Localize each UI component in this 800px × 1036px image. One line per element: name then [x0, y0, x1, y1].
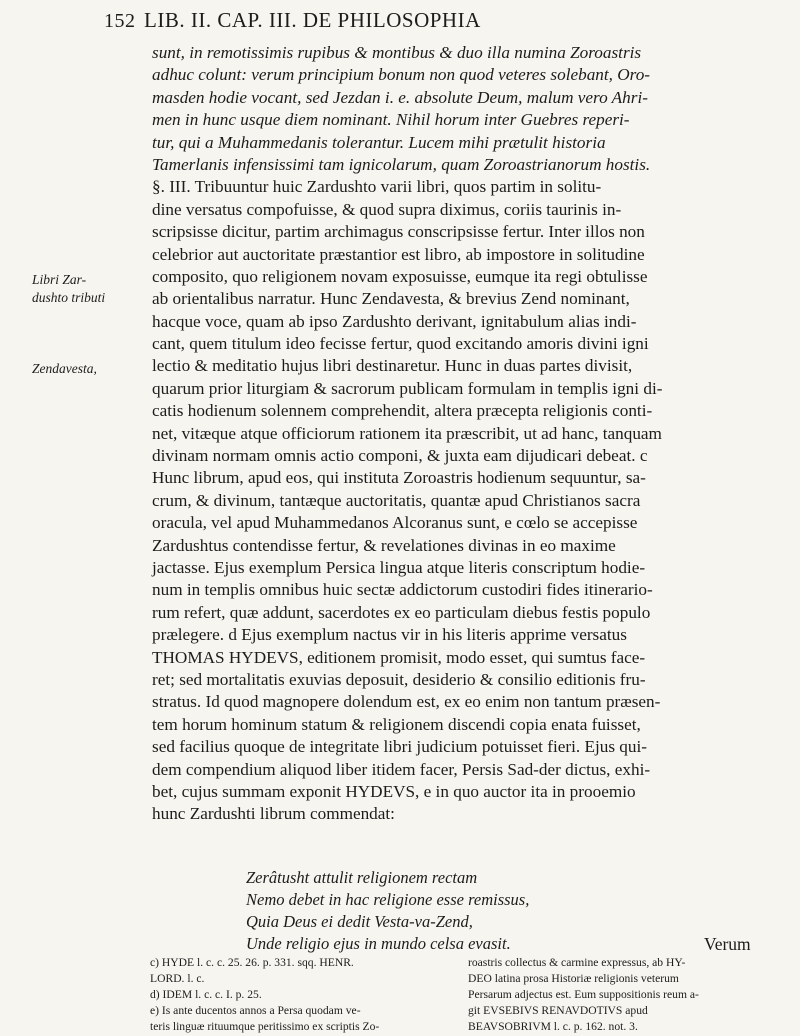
margin-note-libri [32, 271, 150, 307]
body-line: num in templis omnibus huic sectæ addictorum custodiri fides itinerario- [152, 580, 653, 600]
body-line: celebrior aut auctoritate præstantior est libro, ab impostore in solitudine [152, 244, 645, 264]
catchword: Verum [704, 934, 751, 954]
body-line: hunc Zardushti librum commendat: [152, 804, 395, 824]
body-line: ret; sed mortalitatis exuvias deposuit, desiderio & consilio editionis fru- [152, 669, 646, 689]
margin-note-line: dushto tributi [32, 290, 106, 305]
running-head [104, 8, 684, 36]
body-line: hacque voce, quam ab ipso Zardushto derivant, ignitabulum alias indi- [152, 311, 637, 331]
body-line: sed facilius quoque de integritate libri judicium potuisset fieri. Ejus qui- [152, 737, 647, 757]
footnote-line: e) Is ante ducentos annos a Persa quodam ve- [150, 1004, 361, 1017]
body-line: bet, cujus summam exponit HYDEVS, e in quo auctor ita in prooemio [152, 781, 636, 801]
body-line: dine versatus compofuisse, & quod supra diximus, coriis taurinis in- [152, 199, 622, 219]
body-line: men in hunc usque diem nominant. Nihil horum inter Guebres reperi- [152, 110, 630, 130]
footnote-line: BEAVSOBRIVM l. c. p. 162. not. 3. [468, 1020, 638, 1033]
body-line: Tamerlanis infensissimi tam ignicolarum, quam Zoroastrianorum hostis. [152, 154, 651, 174]
body-line: jactasse. Ejus exemplum Persica lingua atque literis conscriptum hodie- [152, 557, 646, 577]
footnotes-right-column [468, 955, 768, 1035]
body-line: catis hodienum solennem comprehendit, altera præcepta religionis conti- [152, 401, 653, 421]
body-line: stratus. Id quod magnopere dolendum est, ex eo enim non tantum præsen- [152, 692, 661, 712]
footnote-line: c) HYDE l. c. c. 25. 26. p. 331. sqq. HENR. [150, 956, 354, 969]
body-line: §. III. Tribuuntur huic Zardushto varii libri, quos partim in solitu- [152, 177, 602, 197]
body-line: cant, quem titulum ideo fecisse fertur, quod excitando amoris divini igni [152, 334, 649, 354]
body-line: Hunc librum, apud eos, qui instituta Zoroastris hodienum sequuntur, sa- [152, 468, 646, 488]
page-number: 152 [104, 10, 136, 32]
body-line: masden hodie vocant, sed Jezdan i. e. absolute Deum, malum vero Ahri- [152, 87, 648, 107]
footnote-line: roastris collectus & carmine expressus, ab HY- [468, 956, 686, 969]
body-line: adhuc colunt: verum principium bonum non quod veteres solebant, Oro- [152, 65, 651, 85]
body-line: tur, qui a Muhammedanis tolerantur. Lucem mihi prætulit historia [152, 132, 606, 152]
body-line: sunt, in remotissimis rupibus & montibus & duo illa numina Zoroastris [152, 43, 642, 62]
body-line: lectio & meditatio hujus libri destinaretur. Hunc in duas partes divisit, [152, 356, 633, 376]
running-head-title: LIB. II. CAP. III. DE PHILOSOPHIA [144, 8, 481, 32]
body-line: ab orientalibus narratur. Hunc Zendavesta, & brevius Zend nominant, [152, 289, 630, 309]
footnote-line: git EVSEBIVS RENAVDOTIVS apud [468, 1004, 648, 1017]
body-line: crum, & divinum, tantæque auctoritatis, quantæ apud Christianos sacra [152, 490, 641, 510]
footnotes-left-column [150, 955, 450, 1035]
footnote-line: DEO latina prosa Historiæ religionis veterum [468, 972, 679, 985]
body-line: oracula, vel apud Muhammedanos Alcoranus sunt, e cœlo se accepisse [152, 513, 638, 533]
verse-line: Quia Deus ei dedit Vesta-va-Zend, [246, 912, 473, 931]
body-line: THOMAS HYDEVS, editionem promisit, modo esset, qui sumtus face- [152, 647, 646, 667]
body-line: prælegere. d Ejus exemplum nactus vir in his literis apprime versatus [152, 625, 627, 645]
footnote-line: teris linguæ rituumque peritissimo ex scriptis Zo- [150, 1020, 380, 1033]
margin-note-zendavesta [32, 360, 150, 378]
verse-line: Nemo debet in hac religione esse remissus, [246, 890, 530, 909]
verse-line: Unde religio ejus in mundo celsa evasit. [246, 934, 511, 953]
verse-line: Zerâtusht attulit religionem rectam [246, 868, 478, 887]
footnote-line: d) IDEM l. c. c. I. p. 25. [150, 988, 262, 1001]
footnote-line: LORD. l. c. [150, 972, 205, 985]
body-line: tem horum hominum statum & religionem discendi copia enata fuisset, [152, 714, 641, 734]
body-line: scripsisse dicitur, partim archimagus conscripsisse fertur. Inter illos non [152, 222, 645, 242]
body-line: dem compendium aliquod liber itidem facer, Persis Sad-der dictus, exhi- [152, 759, 651, 779]
body-line: divinam normam omnis actio componi, & juxta eam dijudicari debeat. c [152, 446, 648, 466]
footnote-line: Persarum adjectus est. Eum suppositionis reum a- [468, 988, 699, 1001]
body-text [152, 42, 752, 826]
margin-note-line: Libri Zar- [32, 272, 87, 287]
verse-quote [246, 867, 686, 955]
body-line: quarum prior liturgiam & sacrorum publicam formulam in templis igni di- [152, 378, 663, 398]
body-line: Zardushtus contendisse fertur, & revelationes divinas in eo maxime [152, 535, 616, 555]
margin-note-line: Zendavesta, [32, 361, 97, 376]
body-line: composito, quo religionem novam exposuisse, eumque ita regi obtulisse [152, 266, 648, 286]
body-line: net, vitæque atque officiorum rationem ita præscribit, ut ad hanc, tanquam [152, 423, 662, 443]
body-line: rum refert, quæ addunt, sacerdotes ex eo particulam diebus festis populo [152, 602, 651, 622]
